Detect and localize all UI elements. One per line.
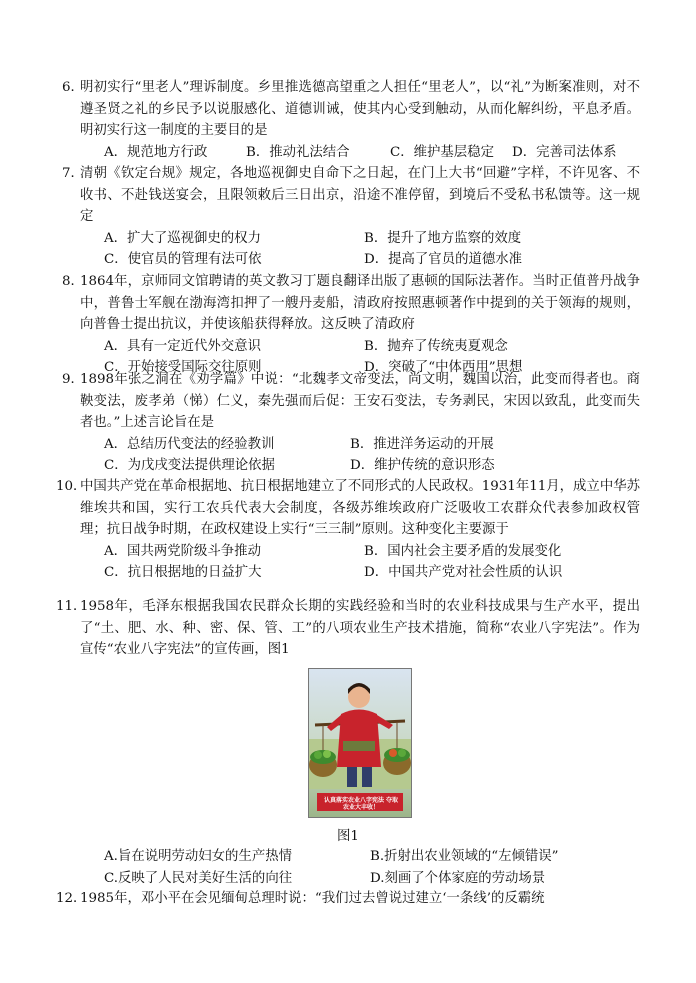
- question-8: [62, 271, 640, 379]
- option-a[interactable]: A.旨在说明劳动妇女的生产热情: [104, 849, 293, 864]
- question-12: [56, 888, 640, 910]
- options-row: [80, 868, 640, 890]
- option-d[interactable]: D．突破了“中体西用”思想: [364, 360, 523, 375]
- question-11-options: [80, 846, 640, 889]
- poster-slogan: 认真落实农业八字宪法 夺取农业大丰收！: [323, 797, 399, 811]
- question-stem: 明初实行“里老人”理诉制度。乡里推选德高望重之人担任“里老人”，以“礼”为断案准则，对不遵圣贤之礼的乡民予以说服感化、道德训诫，使其内心受到触动，从而化解纠纷，平息矛盾。明初实行这一制度的主要目的是: [80, 80, 640, 138]
- question-number: 6．: [62, 80, 84, 95]
- options-row: [80, 249, 640, 271]
- propaganda-poster-image: [308, 668, 412, 818]
- option-b[interactable]: B．抛弃了传统夷夏观念: [364, 338, 508, 354]
- options-row: [80, 562, 640, 584]
- option-c[interactable]: C．维护基层稳定: [390, 144, 494, 160]
- option-b[interactable]: B．国内社会主要矛盾的发展变化: [364, 543, 562, 559]
- question-number: 9．: [62, 372, 84, 387]
- question-6: [62, 77, 640, 163]
- question-number: 7．: [62, 166, 84, 181]
- option-c[interactable]: C．开始接受国际交往原则: [104, 360, 262, 375]
- question-stem: 1864年，京师同文馆聘请的英文教习丁题良翻译出版了惠顿的国际法著作。当时正值普丹战争中，普鲁士军舰在渤海湾扣押了一艘丹麦船，清政府按照惠顿著作中提到的关于领海的规则，向普鲁士提出抗议，并使该船获得释放。这反映了清政府: [80, 274, 640, 332]
- option-a[interactable]: A．总结历代变法的经验教训: [104, 436, 275, 452]
- option-a[interactable]: A．扩大了巡视御史的权力: [104, 230, 261, 246]
- question-stem: 1985年，邓小平在会见缅甸总理时说：“我们过去曾说过建立‘一条线’的反霸统: [80, 891, 545, 906]
- option-b[interactable]: B．推进洋务运动的开展: [350, 436, 494, 452]
- question-stem: 中国共产党在革命根据地、抗日根据地建立了不同形式的人民政权。1931年11月，成立中华苏维埃共和国，实行工农兵代表大会制度，各级苏维埃政府广泛吸收工农群众代表参加政权管理；抗日战争时期，在政权建设上实行“三三制”原则。这种变化主要源于: [80, 479, 640, 537]
- question-stem: 1958年，毛泽东根据我国农民群众长期的实践经验和当时的农业科技成果与生产水平，提出了“土、肥、水、种、密、保、管、工”的八项农业生产技术措施，简称“农业八字宪法”。作为宣传“农业八字宪法”的宣传画，图1: [80, 599, 640, 657]
- option-c[interactable]: C．为戊戌变法提供理论依据: [104, 458, 275, 473]
- options-row: [80, 541, 640, 563]
- options-row: [80, 142, 640, 164]
- option-a[interactable]: A．规范地方行政: [104, 144, 208, 160]
- question-stem: 清朝《钦定台规》规定，各地巡视御史自命下之日起，在门上大书“回避”字样，不许见客、不收书、不赴钱送宴会，且限领敕后三日出京，沿途不准停留，到境后不受私书私馈等。这一规定: [80, 166, 640, 224]
- question-number: 8．: [62, 274, 84, 289]
- option-d[interactable]: D．提高了官员的道德水准: [364, 252, 523, 267]
- option-d[interactable]: D.刻画了个体家庭的劳动场景: [370, 870, 546, 886]
- options-row: [80, 228, 640, 250]
- option-c[interactable]: C．使官员的管理有法可依: [104, 252, 262, 267]
- options-row: [80, 336, 640, 358]
- figure-caption: 图1: [337, 829, 359, 844]
- option-c[interactable]: C.反映了人民对美好生活的向往: [104, 870, 293, 886]
- option-d[interactable]: D．完善司法体系: [512, 144, 617, 160]
- options-row: [80, 455, 640, 477]
- option-b[interactable]: B.折射出农业领域的“左倾错误”: [370, 849, 559, 864]
- option-b[interactable]: B．推动礼法结合: [246, 144, 350, 160]
- option-a[interactable]: A．国共两党阶级斗争推动: [104, 543, 261, 559]
- option-c[interactable]: C．抗日根据地的日益扩大: [104, 565, 262, 580]
- question-7: [62, 163, 640, 271]
- option-d[interactable]: D．中国共产党对社会性质的认识: [364, 565, 563, 580]
- options-row: [80, 434, 640, 456]
- question-10: [56, 476, 640, 584]
- question-9: [62, 369, 640, 477]
- option-a[interactable]: A．具有一定近代外交意识: [104, 338, 261, 354]
- question-number: 10．: [56, 479, 87, 494]
- options-row: [80, 846, 640, 868]
- option-b[interactable]: B．提升了地方监察的效度: [364, 230, 522, 246]
- question-11: [56, 596, 640, 661]
- question-number: 12．: [56, 891, 87, 906]
- option-d[interactable]: D．维护传统的意识形态: [350, 458, 495, 473]
- question-number: 11．: [56, 599, 87, 614]
- question-stem: 1898年张之洞在《劝学篇》中说：“北魏孝文帝变法，尚文明，魏国以治，此变而得者也。商鞅变法，废孝弟（悌）仁义，秦先强而后促：王安石变法，专务剥民，宋因以致乱，此变而失者也。”上述言论旨在是: [80, 372, 640, 430]
